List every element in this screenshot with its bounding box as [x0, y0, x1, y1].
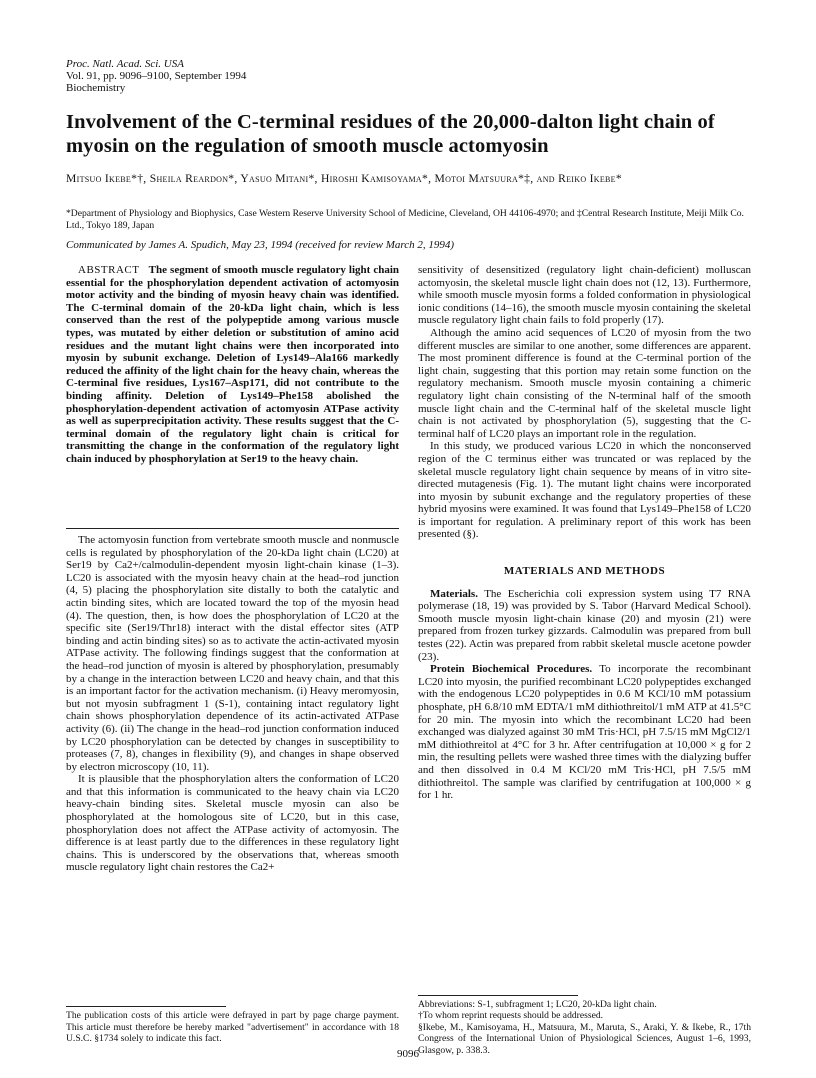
page-number: 9096 [397, 1048, 419, 1060]
communicated-line: Communicated by James A. Spudich, May 23, 1994 (received for review March 2, 1994) [66, 239, 455, 251]
abstract-divider [66, 528, 399, 529]
methods-text: The Escherichia coli expression system using T7 RNA polymerase (18, 19) was provided by S. Tabor (Harvard Medical School). Smooth muscle myosin light-chain kinase (20) and myosin (21) were prepared from frozen turkey gizzards. Calmodulin was prepared from bull testes (22). Actin was prepared from rabbit skeletal muscle acetone powder (23). [418, 587, 751, 663]
footnote: Abbreviations: S-1, subfragment 1; LC20, 20-kDa light chain. [418, 999, 657, 1010]
affiliations: *Department of Physiology and Biophysics, Case Western Reserve University School of Medicine, Cleveland, OH 44106-4970; and ‡Central Research Institute, Meiji Milk Co. Ltd., Tokyo 189, Japan [66, 208, 744, 231]
footnote-divider [66, 1006, 226, 1007]
footnote: †To whom reprint requests should be addressed. [418, 1010, 604, 1022]
methods-paragraph [418, 663, 751, 802]
methods-paragraph [418, 588, 751, 664]
abstract [66, 264, 399, 466]
journal-name: Proc. Natl. Acad. Sci. USA [66, 58, 184, 70]
left-column-body [66, 534, 399, 874]
paragraph: sensitivity of desensitized (regulatory light chain-deficient) molluscan actomyosin, the skeletal muscle light chain does not (12, 13). Furthermore, while smooth muscle myosin forms a folded conformation in physiological ionic conditions (14–16), the smooth muscle myosin containing the skeletal muscle regulatory light chain fails to fold properly (17). [418, 264, 752, 327]
paragraph: Although the amino acid sequences of LC20 of myosin from the two different muscles are similar to one another, some differences are apparent. The most prominent difference is found at the C-terminal portion of the light chain, suggesting that this portion may retain some function on the regulatory mechanism. Smooth muscle myosin containing a chimeric regulatory light chain consisting of the N-terminal half of the smooth muscle light chain and the C-terminal half of the skeletal muscle light chain is not activated by phosphorylation (5), suggesting that the C-terminal half of LC20 plays an important role in the regulation. [418, 326, 751, 440]
abstract-label: ABSTRACT [78, 264, 140, 276]
publication-cost-note: The publication costs of this article were defrayed in part by page charge payment. This article must therefore be hereby marked "advertisement" in accordance with 18 U.S.C. §1734 solely to indicate this fact. [66, 1010, 399, 1044]
journal-citation: Vol. 91, pp. 9096–9100, September 1994 [66, 70, 247, 82]
right-column-body [418, 264, 751, 802]
journal-section: Biochemistry [66, 82, 126, 94]
article-title: Involvement of the C-terminal residues of the 20,000-dalton light chain of myosin on the regulation of smooth muscle actomyosin [66, 111, 715, 157]
journal-header [66, 58, 246, 94]
methods-text: To incorporate the recombinant LC20 into myosin, the purified recombinant LC20 polypeptides exchanged with the endogenous LC20 polypeptides in 0.6 M KCl/10 mM potassium phosphate, pH 6.8/10 mM EDTA/1 mM dithiothreitol/1 mM ATP at 41.5°C for 20 min. The myosin into which the recombinant LC20 had been exchanged was dialyzed against 30 mM Tris·HCl, pH 7.5/15 mM MgCl2/1 mM dithiothreitol at 4°C for 3 hr. After centrifugation at 10,000 × g for 2 min, the resulting pellets were washed three times with the dialyzing buffer and then dissolved in 0.4 M KCl/20 mM Tris·HCl, pH 7.5/5 mM dithiothreitol. The sample was clarified by centrifugation at 100,000 × g for 1 hr. [418, 663, 751, 802]
footnote-divider [418, 995, 578, 996]
section-heading: MATERIALS AND METHODS [503, 565, 666, 578]
paragraph: In this study, we produced various LC20 in which the nonconserved region of the C terminus either was truncated or was replaced by the skeletal muscle regulatory light chain sequence by means of in vitro site-directed mutagenesis (Fig. 1). The mutant light chains were incorporated into myosin by subunit exchange and the regulatory properties of these hybrid myosins were examined. It was found that Lys149–Phe158 of LC20 is important for regulation. A preliminary report of this work has been presented (§). [418, 440, 751, 541]
paragraph: It is plausible that the phosphorylation alters the conformation of LC20 and that this information is communicated to the heavy chain via LC20 heavy-chain binding sites. Skeletal muscle myosin can also be phosphorylated at the homologous site of LC20, but in this case, phosphorylation does not affect the ATPase activity of actomyosin. The difference is at least partly due to the differences in these regulatory light chains. This is underscored by the observations that, whereas smooth muscle regulatory light chain restores the Ca2+ [66, 773, 399, 874]
abstract-text: The segment of smooth muscle regulatory light chain essential for the phosphorylation dependent activation of actomyosin motor activity and the binding of myosin heavy chain was identified. The C-terminal domain of the 20-kDa light chain, which is less conserved than the rest of the polypeptide among various muscle types, was mutated by either deletion or substitution of amino acid residues and the mutant light chains were then incorporated into myosin by subunit exchange. Deletion of Lys149–Ala166 markedly reduced the affinity of the light chain for the heavy chain, whereas the C-terminal five residues, Lys167–Asp171, did not contribute to the binding affinity. Deletion of Lys149–Phe158 abolished the phosphorylation-dependent activation of actomyosin ATPase activity as well as superprecipitation activity. These results suggest that the C-terminal domain of the regulatory light chain is critical for transmitting the change in the conformation of the regulatory light chain induced by phosphorylation at Ser19 to the heavy chain. [66, 264, 400, 465]
paragraph: The actomyosin function from vertebrate smooth muscle and nonmuscle cells is regulated by phosphorylation of the 20-kDa light chain (LC20) at Ser19 by Ca2+/calmodulin-dependent myosin light-chain kinase (1–3). LC20 is associated with the myosin heavy chain at the head–rod junction (4, 5) placing the phosphorylation site distally to both the catalytic and actin binding sites, which are located toward the top of the myosin head (4). The question, then, is how does the phosphorylation of LC20 at the specific site (Ser19/Thr18) interact with the distal effector sites (ATP binding and actin binding sites) so as to activate the actin-activated myosin ATPase activity. The following findings suggest that the conformation at the head–rod junction of myosin is altered by phosphorylation, presumably by a change in the interaction between LC20 and heavy chain, and that this is an important factor for the activation mechanism. (i) Heavy meromyosin, but not myosin subfragment 1 (S-1), containing intact regulatory light chain shows phosphorylation dependence of its actin-activated ATPase activity (6). (ii) The change in the head–rod junction conformation induced by LC20 phosphorylation can be detected by changes in susceptibility to proteases (7, 8), changes in flexibility (9), and changes in shape observed by electron microscopy (10, 11). [66, 534, 399, 773]
runin-heading: Materials. [430, 587, 478, 600]
author-list: Mitsuo Ikebe*†, Sheila Reardon*, Yasuo Mitani*, Hiroshi Kamisoyama*, Motoi Matsuura*‡, and Reiko Ikebe* [66, 172, 622, 185]
runin-heading: Protein Biochemical Procedures. [430, 663, 593, 676]
footnote: §Ikebe, M., Kamisoyama, H., Matsuura, M., Maruta, S., Araki, Y. & Ikebe, R., 17th Congress of the International Union of Physiological Sciences, August 1–6, 1993, Glasgow, p. 338.3. [418, 1021, 751, 1056]
